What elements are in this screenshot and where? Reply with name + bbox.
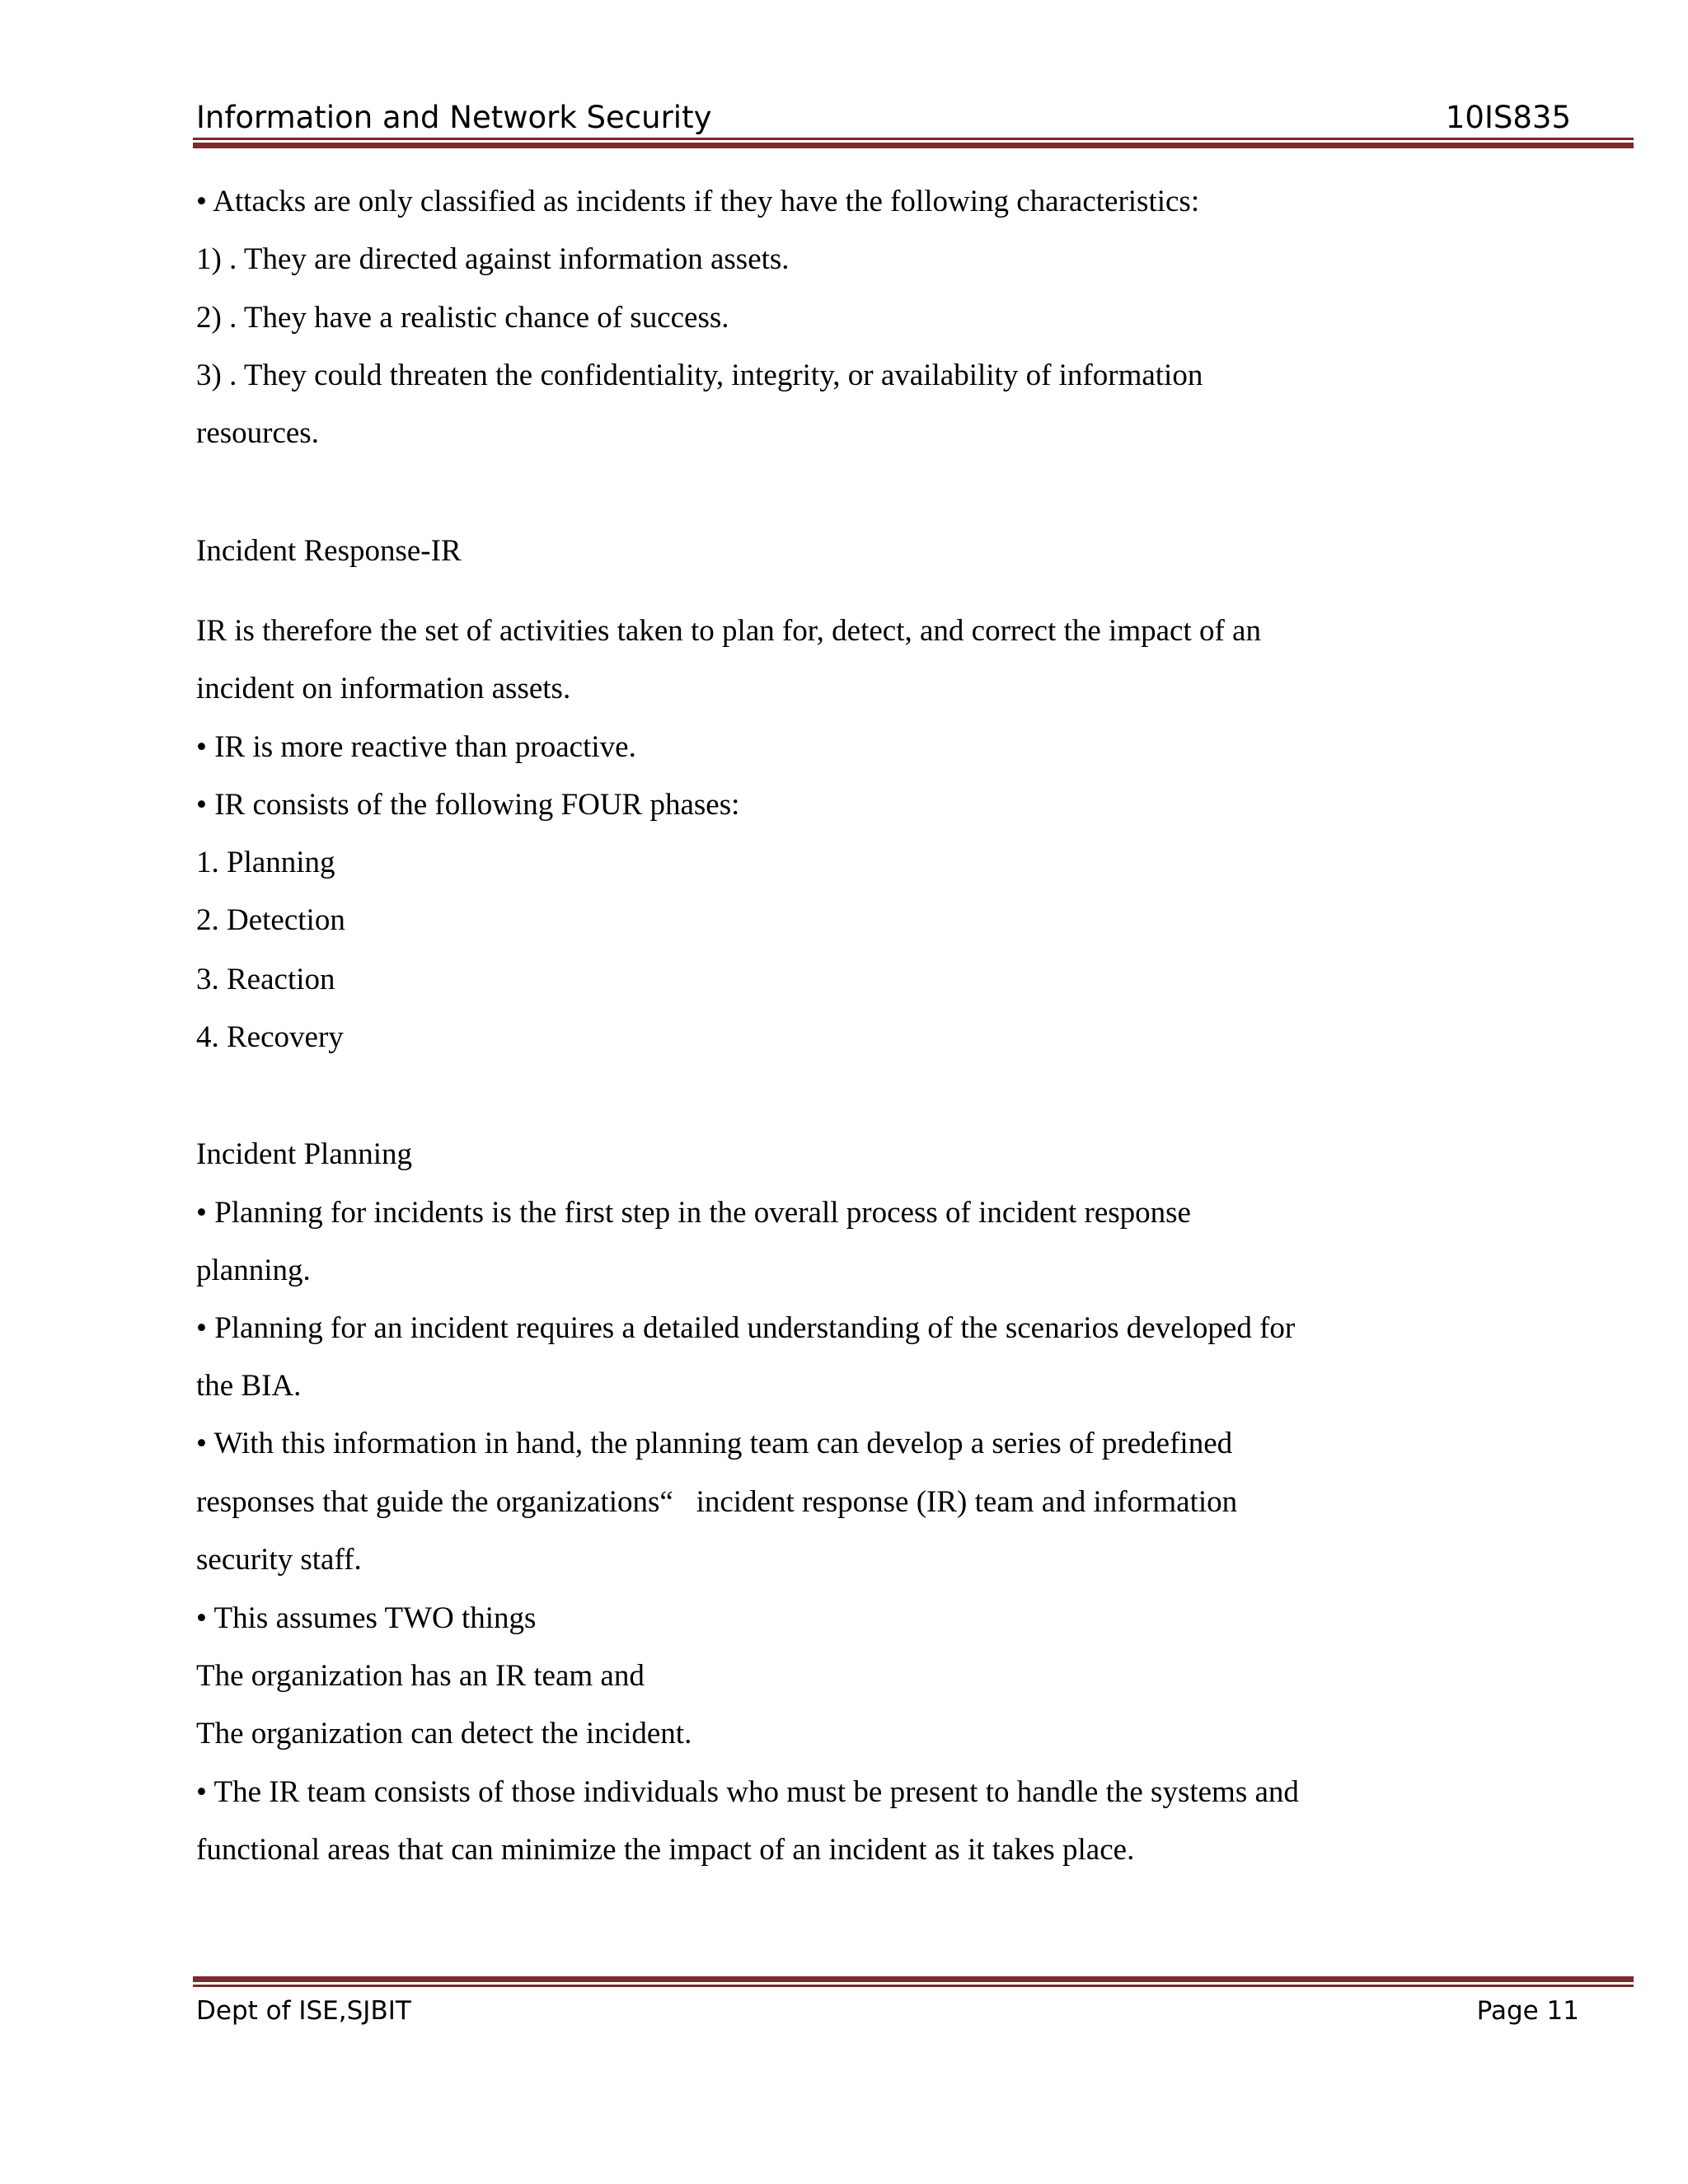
footer-rule-thin <box>193 1985 1634 1987</box>
header-rule-thin <box>193 138 1634 140</box>
body-line: security staff. <box>196 1543 362 1577</box>
body-line: 3) . They could threaten the confidentiality, integrity, or availability of information <box>196 359 1203 392</box>
section-heading: Incident Response-IR <box>196 534 462 568</box>
document-title: Information and Network Security <box>196 100 712 135</box>
body-line: The organization can detect the incident. <box>196 1717 692 1750</box>
body-line: IR is therefore the set of activities taken to plan for, detect, and correct the impact of an <box>196 614 1261 648</box>
list-item: 4. Recovery <box>196 1020 344 1054</box>
body-line: • IR consists of the following FOUR phases: <box>196 788 740 822</box>
body-line: 2) . They have a realistic chance of success. <box>196 301 729 335</box>
body-line: • Planning for incidents is the first step in the overall process of incident response <box>196 1196 1191 1230</box>
body-line: planning. <box>196 1254 311 1287</box>
body-line: • With this information in hand, the planning team can develop a series of predefined <box>196 1427 1233 1460</box>
body-line: resources. <box>196 416 319 450</box>
header-rule-thick <box>193 143 1634 148</box>
body-line: • This assumes TWO things <box>196 1601 537 1635</box>
body-line: • IR is more reactive than proactive. <box>196 730 636 764</box>
list-item: 2. Detection <box>196 903 345 937</box>
list-item: 3. Reaction <box>196 963 335 996</box>
footer-rule-thick <box>193 1976 1634 1982</box>
body-line: The organization has an IR team and <box>196 1659 645 1693</box>
body-line: responses that guide the organizations“ incident response (IR) team and information <box>196 1485 1238 1519</box>
list-item: 1. Planning <box>196 846 335 879</box>
body-line: • Attacks are only classified as incidents if they have the following characteristics: <box>196 185 1200 218</box>
body-line: 1) . They are directed against information assets. <box>196 242 790 276</box>
body-line: • Planning for an incident requires a detailed understanding of the scenarios developed for <box>196 1311 1296 1345</box>
page-number: Page 11 <box>1476 1996 1579 2026</box>
course-code: 10IS835 <box>1445 100 1571 135</box>
body-line: the BIA. <box>196 1369 302 1403</box>
body-line: incident on information assets. <box>196 672 571 705</box>
section-heading: Incident Planning <box>196 1137 413 1171</box>
body-line: • The IR team consists of those individuals who must be present to handle the systems and <box>196 1775 1299 1809</box>
footer-department: Dept of ISE,SJBIT <box>196 1996 411 2026</box>
body-line: functional areas that can minimize the impact of an incident as it takes place. <box>196 1833 1135 1867</box>
